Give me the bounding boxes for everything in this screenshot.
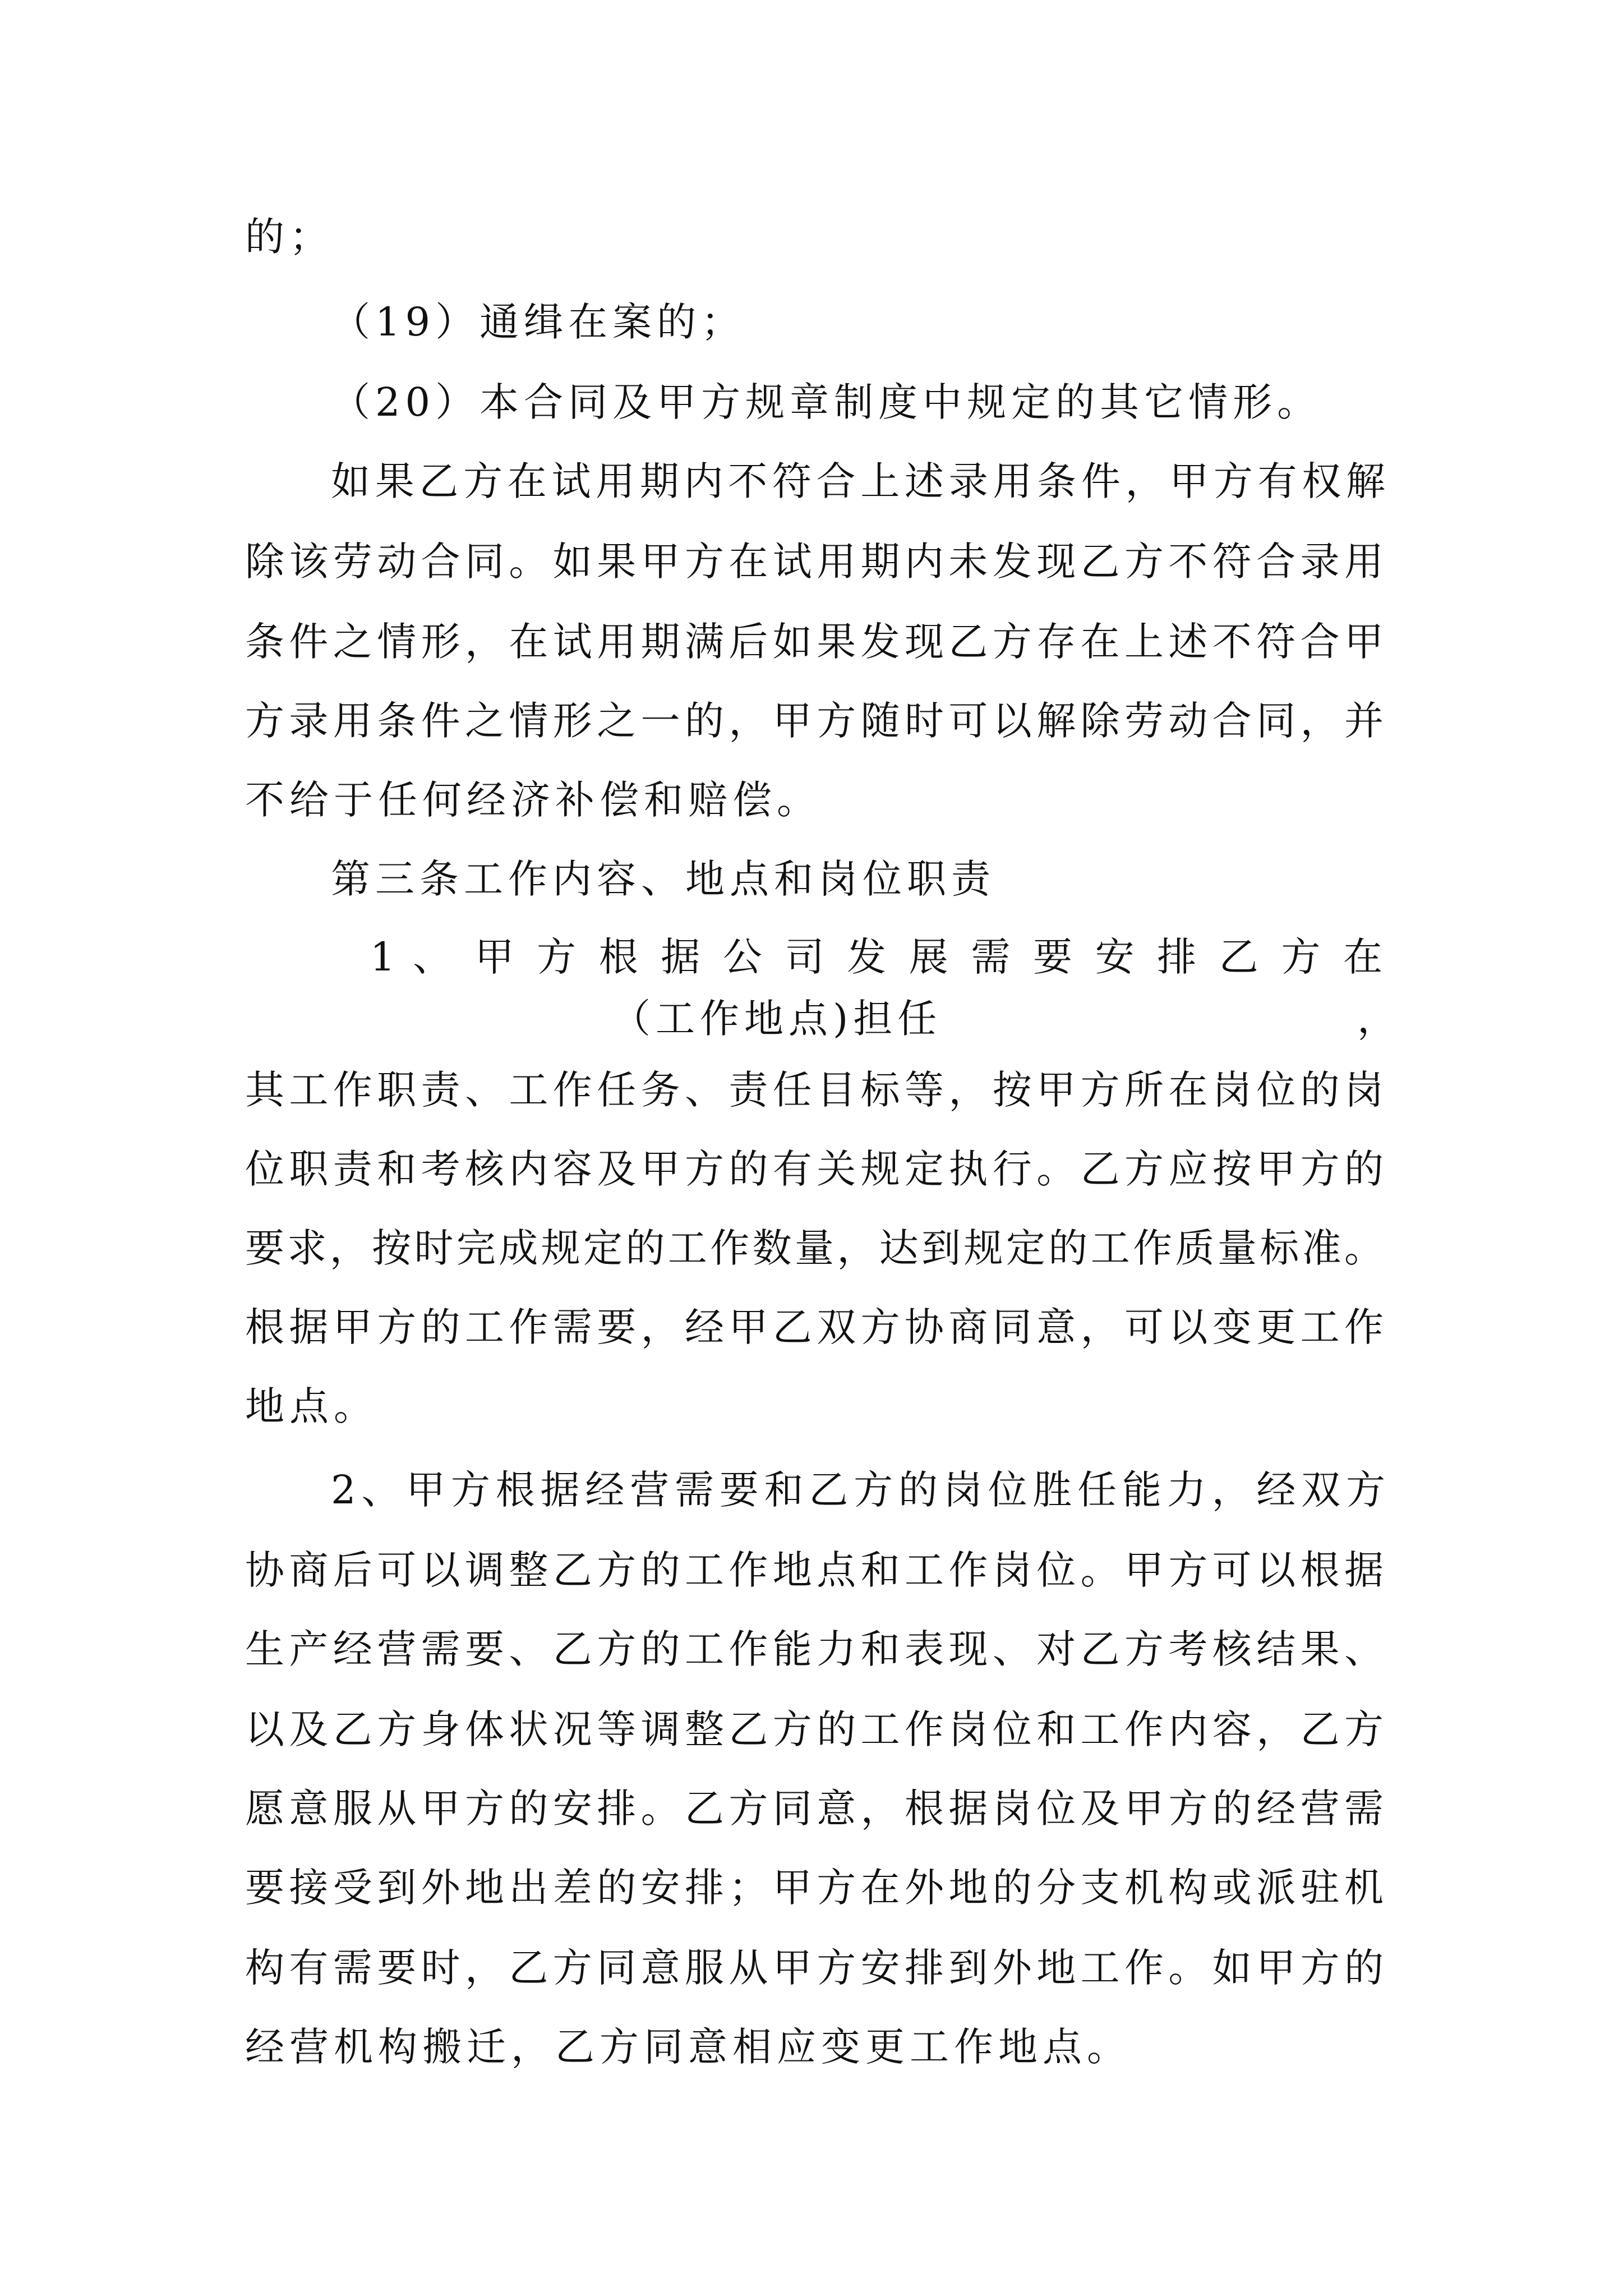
paragraph-line: 地点。 [245, 1383, 378, 1429]
paragraph-line: 方录用条件之情形之一的，甲方随时可以解除劳动合同，并 [245, 698, 1384, 744]
paragraph-line: 要接受到外地出差的安排；甲方在外地的分支机构或派驻机 [245, 1865, 1384, 1911]
paragraph-line: 要求，按时完成规定的工作数量，达到规定的工作质量标准。 [245, 1225, 1384, 1271]
comma: ， [1357, 996, 1401, 1042]
paragraph-line: 其工作职责、工作任务、责任目标等，按甲方所在岗位的岗 [245, 1067, 1384, 1113]
paragraph-line: 除该劳动合同。如果甲方在试用期内未发现乙方不符合录用 [245, 539, 1384, 585]
list-item-19: （19）通缉在案的； [331, 299, 746, 345]
paragraph-line: 构有需要时，乙方同意服从甲方安排到外地工作。如甲方的 [245, 1945, 1384, 1991]
paragraph-line: 不给于任何经济补偿和赔偿。 [245, 777, 821, 823]
paragraph-line: 愿意服从甲方的安排。乙方同意，根据岗位及甲方的经营需 [245, 1786, 1384, 1832]
text-line: 的； [245, 214, 334, 260]
paragraph-line: 生产经营需要、乙方的工作能力和表现、对乙方考核结果、 [245, 1626, 1384, 1672]
paragraph-line: 经营机构搬迁，乙方同意相应变更工作地点。 [245, 2024, 1131, 2070]
work-location-blank: （工作地点)担任 [611, 996, 942, 1042]
paragraph-line: 如果乙方在试用期内不符合上述录用条件，甲方有权解 [331, 458, 1385, 504]
paragraph-line: 根据甲方的工作需要，经甲乙双方协商同意，可以变更工作 [245, 1304, 1384, 1350]
paragraph-line: 条件之情形，在试用期满后如果发现乙方存在上述不符合甲 [245, 619, 1384, 665]
paragraph-line: 以及乙方身体状况等调整乙方的工作岗位和工作内容，乙方 [245, 1706, 1384, 1752]
clause-2-line: 2、甲方根据经营需要和乙方的岗位胜任能力，经双方 [331, 1467, 1385, 1513]
article-heading: 第三条工作内容、地点和岗位职责 [331, 856, 995, 902]
paragraph-line: 位职责和考核内容及甲方的有关规定执行。乙方应按甲方的 [245, 1146, 1384, 1192]
clause-1-line: 1 、 甲 方 根 据 公 司 发 展 需 要 安 排 乙 方 在 [370, 934, 1382, 980]
paragraph-line: 协商后可以调整乙方的工作地点和工作岗位。甲方可以根据 [245, 1547, 1384, 1593]
list-item-20: （20）本合同及甲方规章制度中规定的其它情形。 [331, 379, 1322, 425]
